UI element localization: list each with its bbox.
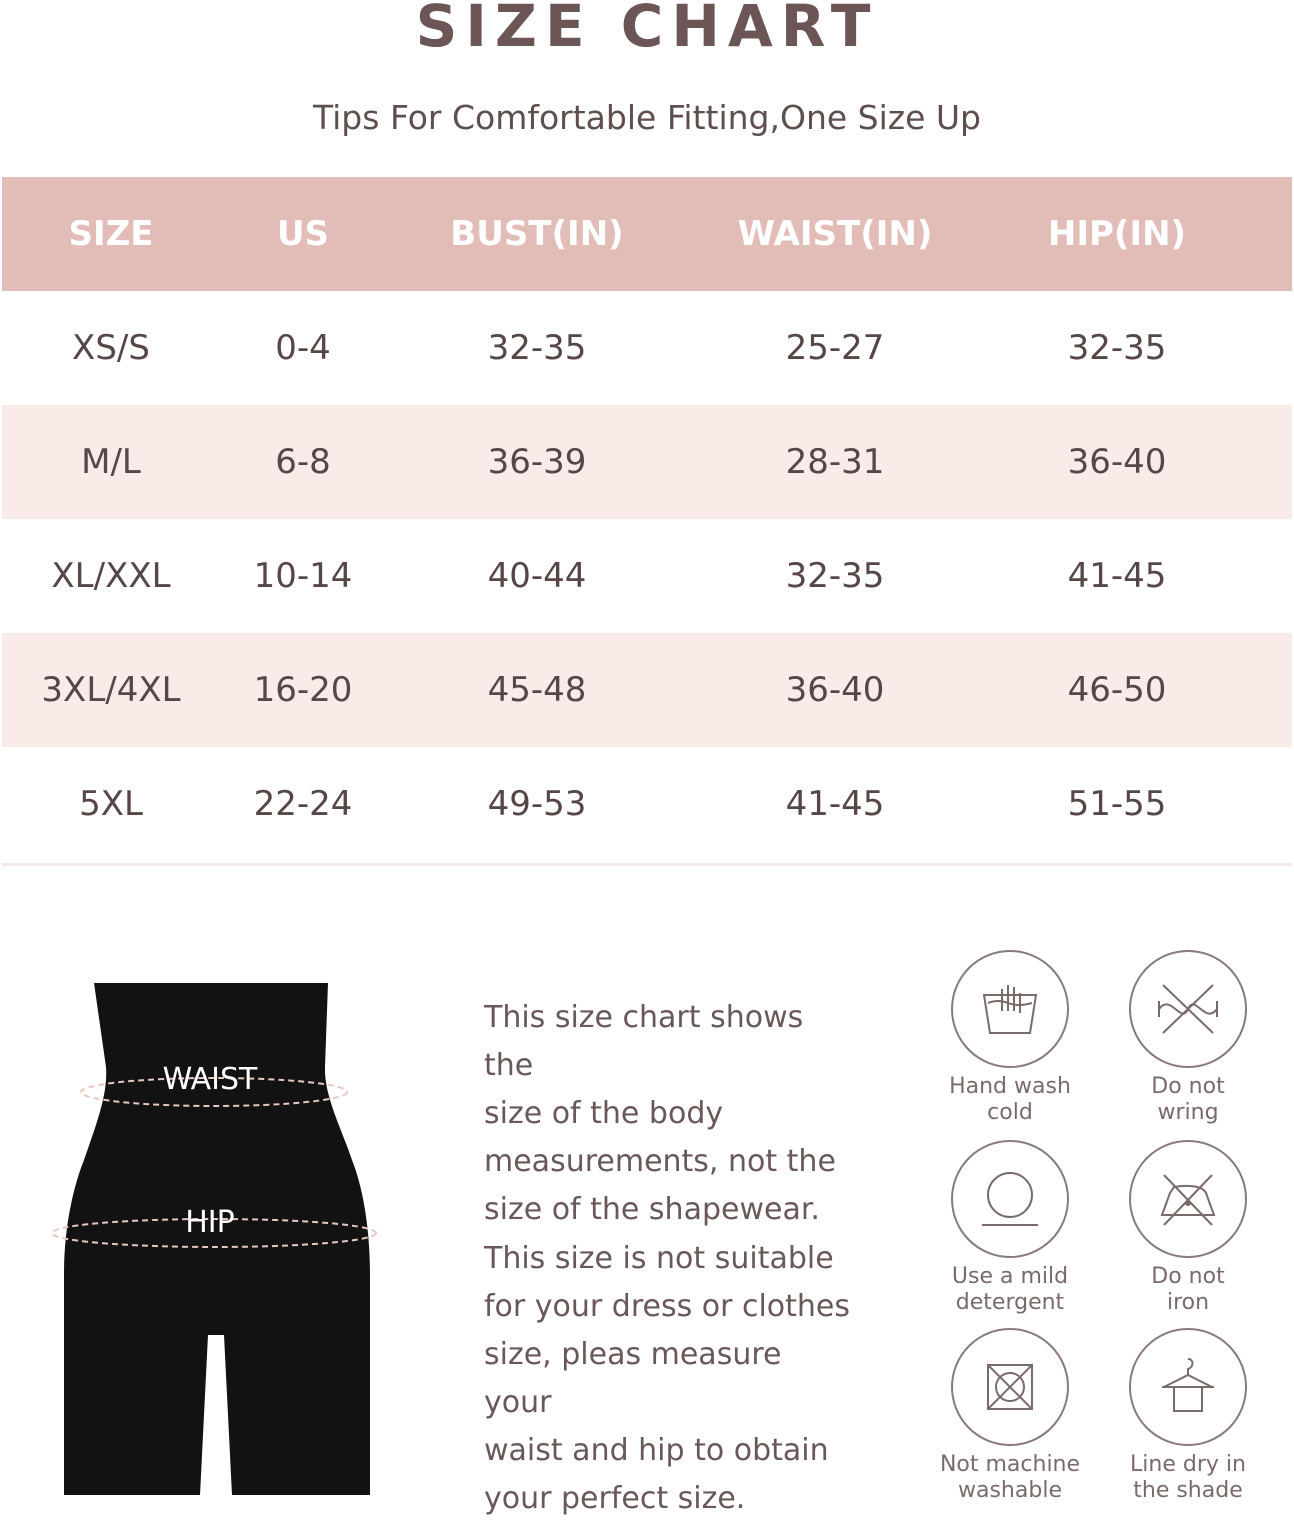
column-header: HIP(IN)	[1047, 214, 1187, 254]
note-line: measurements, not the	[484, 1144, 836, 1179]
table-cell: 36-40	[785, 670, 885, 710]
table-row	[2, 291, 1292, 405]
line-dry-shade-icon	[1129, 1328, 1247, 1446]
care-label: Use a mild detergent	[951, 1264, 1069, 1315]
care-do-not-wring	[1113, 950, 1263, 1126]
table-cell: 32-35	[785, 556, 885, 596]
note-line: size of the body	[484, 1096, 724, 1131]
table-cell: 6-8	[275, 442, 331, 482]
care-label: Hand wash cold	[949, 1074, 1071, 1125]
note-line: waist and hip to obtain	[484, 1433, 829, 1468]
care-hand-wash	[935, 950, 1085, 1126]
table-cell: XS/S	[72, 328, 150, 368]
note-line: size, pleas measure your	[484, 1337, 782, 1420]
hand-wash-icon	[951, 950, 1069, 1068]
care-do-not-iron	[1113, 1140, 1263, 1316]
table-cell: 36-40	[1067, 442, 1167, 482]
table-cell: 32-35	[487, 328, 587, 368]
column-header: BUST(IN)	[450, 214, 624, 254]
care-mild-detergent	[935, 1140, 1085, 1316]
table-cell: 32-35	[1067, 328, 1167, 368]
table-cell: 49-53	[487, 784, 587, 824]
table-cell: 0-4	[275, 328, 331, 368]
table-cell: 51-55	[1067, 784, 1167, 824]
not-machine-washable-icon	[951, 1328, 1069, 1446]
table-cell: 41-45	[785, 784, 885, 824]
table-cell: 40-44	[487, 556, 587, 596]
table-cell: 5XL	[79, 784, 143, 824]
table-header	[2, 177, 1292, 291]
table-cell: 16-20	[253, 670, 353, 710]
note-line: This size chart shows the	[484, 1000, 804, 1083]
note-paragraph-2	[484, 1235, 854, 1523]
table-cell: 45-48	[487, 670, 587, 710]
column-header: US	[276, 214, 330, 254]
table-cell: XL/XXL	[51, 556, 171, 596]
note-line: size of the shapewear.	[484, 1192, 820, 1227]
table-cell: M/L	[81, 442, 141, 482]
table-cell: 46-50	[1067, 670, 1167, 710]
table-cell: 28-31	[785, 442, 885, 482]
table-cell: 41-45	[1067, 556, 1167, 596]
waist-label: WAIST	[162, 1062, 258, 1097]
table-row	[2, 519, 1292, 633]
table-cell: 36-39	[487, 442, 587, 482]
column-header: SIZE	[68, 214, 154, 254]
subtitle: Tips For Comfortable Fitting,One Size Up	[313, 98, 981, 137]
table-cell: 3XL/4XL	[41, 670, 181, 710]
table-row	[2, 405, 1292, 519]
note-line: This size is not suitable	[484, 1241, 834, 1276]
care-label: Line dry in the shade	[1130, 1452, 1246, 1503]
do-not-iron-icon	[1129, 1140, 1247, 1258]
size-table	[2, 177, 1292, 861]
divider	[2, 863, 1292, 866]
do-not-wring-icon	[1129, 950, 1247, 1068]
care-line-dry-shade	[1113, 1328, 1263, 1504]
note-line: for your dress or clothes	[484, 1289, 851, 1324]
shapewear-diagram	[40, 975, 390, 1500]
care-label: Do not wring	[1151, 1074, 1225, 1125]
care-label: Not machine washable	[939, 1452, 1081, 1503]
page-title: SIZE CHART	[415, 0, 879, 60]
mild-detergent-icon	[951, 1140, 1069, 1258]
note-line: your perfect size.	[484, 1481, 746, 1516]
table-cell: 10-14	[253, 556, 353, 596]
hip-label: HIP	[185, 1205, 235, 1240]
column-header: WAIST(IN)	[737, 214, 933, 254]
table-cell: 22-24	[253, 784, 353, 824]
table-row	[2, 633, 1292, 747]
table-row	[2, 747, 1292, 861]
care-not-machine-washable	[935, 1328, 1085, 1504]
table-cell: 25-27	[785, 328, 885, 368]
care-label: Do not iron	[1151, 1264, 1225, 1315]
note-paragraph-1	[484, 994, 854, 1234]
